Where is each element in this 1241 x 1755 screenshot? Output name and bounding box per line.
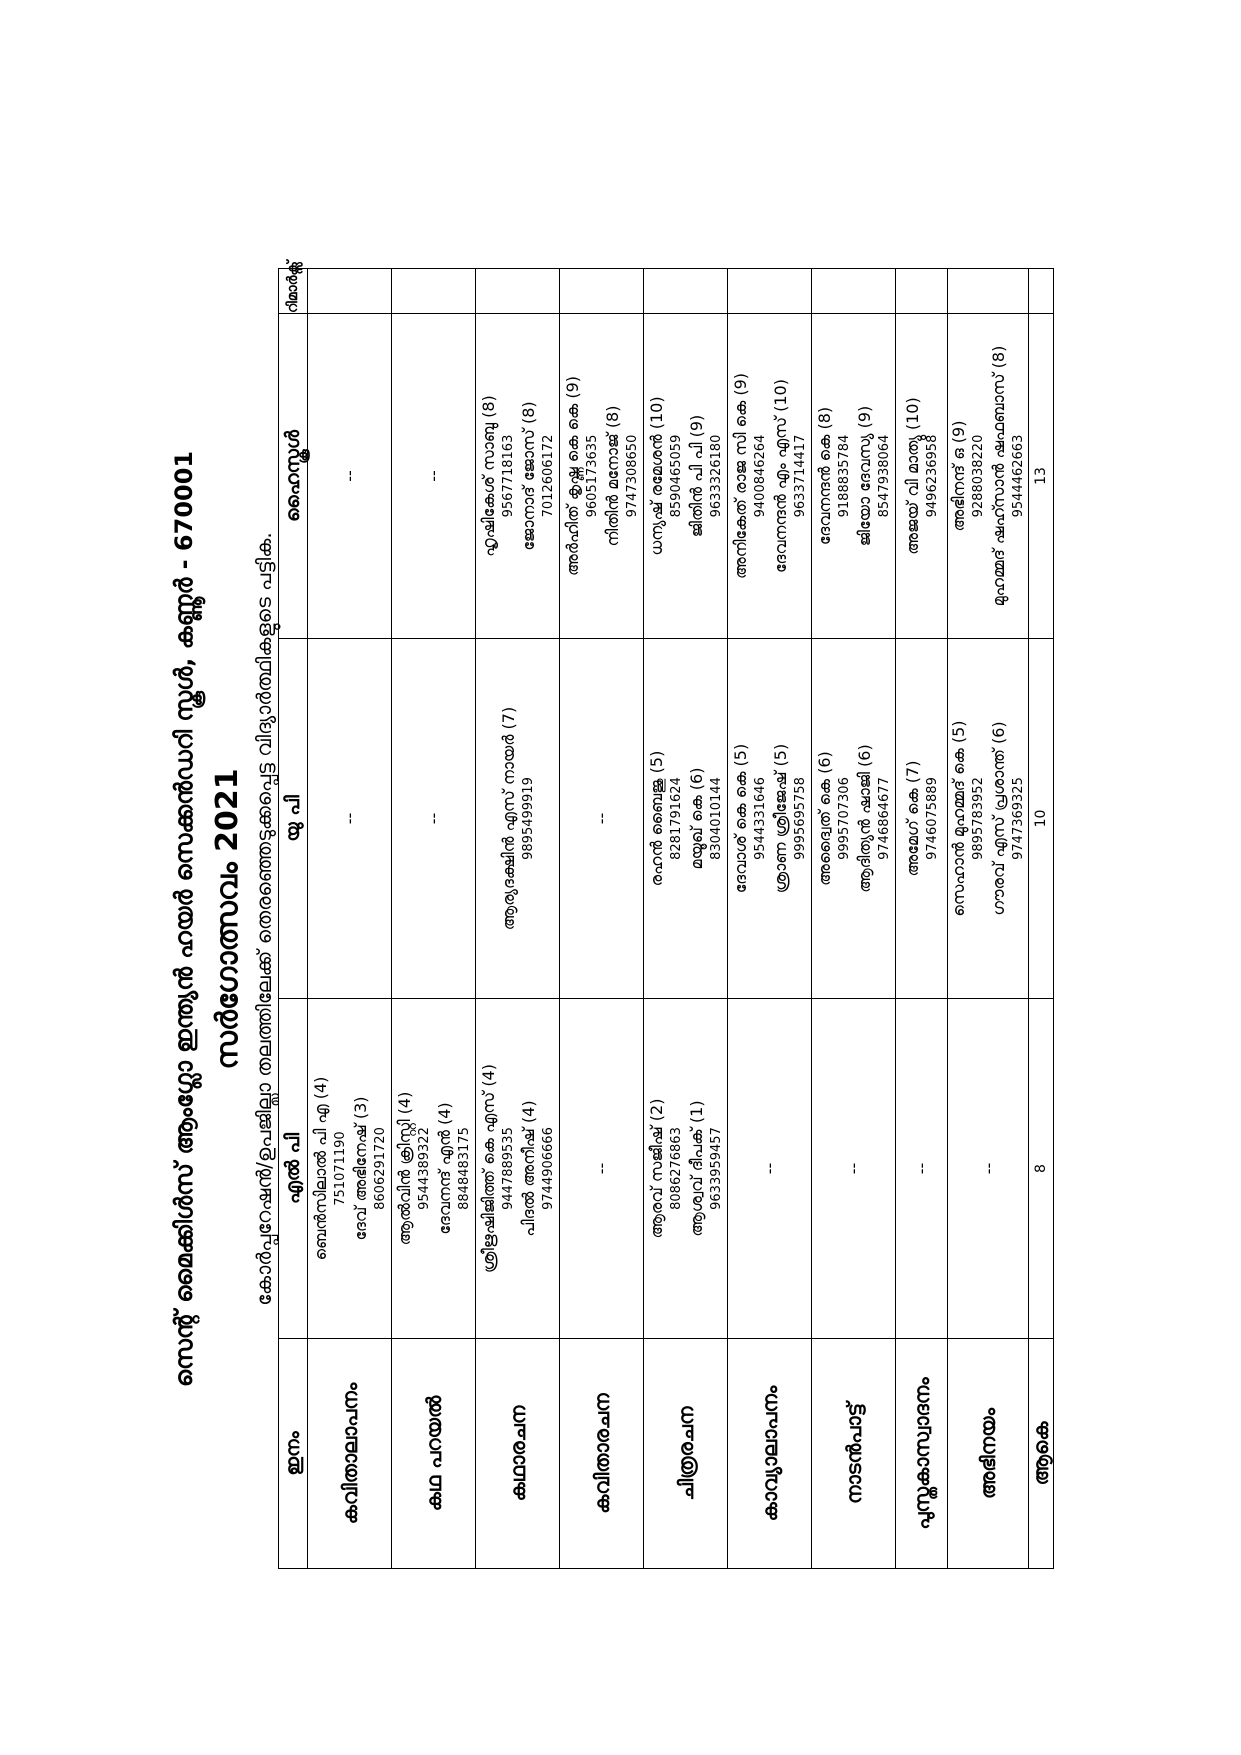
remarks-cell bbox=[728, 269, 812, 314]
student-name: മുഹമ്മദ് ഷഹ്സാൻ ഷഫബാസ് (8) bbox=[989, 345, 1008, 607]
student-phone: 9567718163 bbox=[500, 434, 516, 518]
student-name: ദേവ് അഭിനേഷ് (3) bbox=[350, 1096, 370, 1241]
item-cell: കാവ്യാലാപനം bbox=[728, 1339, 812, 1569]
student-phone: 7012606172 bbox=[540, 434, 556, 518]
student-name: ഗൗരവ് എസ് പ്രശാന്ത് (6) bbox=[989, 721, 1008, 916]
empty-dash: -- bbox=[592, 1162, 611, 1175]
lp-cell bbox=[948, 999, 1029, 1339]
empty-dash: -- bbox=[340, 470, 359, 482]
student-name: അഭിനന്ദ് ഒ (9) bbox=[949, 420, 968, 532]
student-phone: 9447889535 bbox=[500, 1127, 516, 1210]
empty-dash: -- bbox=[424, 470, 443, 482]
item-cell: കഥ പറയൽ bbox=[392, 1339, 476, 1569]
table-row bbox=[896, 269, 948, 1569]
student-phone: 9188835784 bbox=[836, 434, 852, 518]
student-phone: 9544389322 bbox=[416, 1127, 432, 1210]
remarks-cell bbox=[896, 269, 948, 314]
student-name: അർഹിത് കൃഷ്ണ കെ കെ (9) bbox=[562, 375, 582, 577]
student-phone: 9744906666 bbox=[540, 1127, 556, 1210]
empty-dash: -- bbox=[760, 1162, 779, 1175]
student-name: മയൂഖ് കെ (6) bbox=[686, 767, 706, 870]
remarks-cell bbox=[948, 269, 1029, 314]
total-lp: 8 bbox=[1029, 999, 1054, 1339]
table-row bbox=[560, 269, 644, 1569]
student-name: ശ്രീഋഷിജിത്ത് കെ എസ് (4) bbox=[478, 1064, 498, 1273]
event-title: സർഗോത്സവം 2021 bbox=[210, 768, 245, 1070]
student-phone: 9544331646 bbox=[752, 777, 768, 860]
student-phone: 8848483175 bbox=[456, 1127, 472, 1210]
col-header-hs: ഹൈസ്കൂൾ bbox=[279, 314, 308, 639]
student-name: ആദിത്യൻ ഷാജി (6) bbox=[854, 744, 874, 893]
student-phone: 8086276863 bbox=[668, 1127, 684, 1210]
student-phone: 9605173635 bbox=[584, 434, 600, 518]
empty-dash: -- bbox=[424, 812, 443, 825]
student-name: ആൽവിൻ ക്രിസ്റ്റി (4) bbox=[394, 1091, 414, 1246]
student-name: രഹൻ ബൈജു (5) bbox=[646, 750, 666, 887]
lp-cell bbox=[308, 999, 392, 1339]
up-cell bbox=[812, 639, 896, 999]
hs-cell bbox=[476, 314, 560, 639]
lp-cell bbox=[896, 999, 948, 1339]
student-phone: 9746864677 bbox=[876, 777, 892, 860]
item-cell: കവിതാലാപനം bbox=[308, 1339, 392, 1569]
col-header-up: യു പി bbox=[279, 639, 308, 999]
lp-cell bbox=[728, 999, 812, 1339]
table-row bbox=[948, 269, 1029, 1569]
up-cell bbox=[308, 639, 392, 999]
student-name: അനികേത് രാജ സി കെ (9) bbox=[730, 372, 750, 580]
total-hs: 13 bbox=[1029, 314, 1054, 639]
up-cell bbox=[644, 639, 728, 999]
student-phone: 9544462663 bbox=[1011, 434, 1026, 518]
item-cell: കഥാരചന bbox=[476, 1339, 560, 1569]
hs-cell bbox=[728, 314, 812, 639]
up-cell bbox=[728, 639, 812, 999]
student-phone: 8547938064 bbox=[876, 434, 892, 518]
hs-cell bbox=[392, 314, 476, 639]
student-phone: 8606291720 bbox=[372, 1127, 388, 1210]
student-phone: 9747369325 bbox=[1011, 777, 1026, 860]
up-cell bbox=[560, 639, 644, 999]
student-phone: 9895783952 bbox=[971, 777, 986, 860]
student-name: അജയ് വി മാത്യു (10) bbox=[902, 397, 922, 555]
school-title: സെന്റ് മൈക്കിൾസ് ആംഗ്ലോ ഇന്ത്യൻ ഹയർ സെക്കൻഡറി സ്കൂൾ, കണ്ണൂർ - 670001 bbox=[170, 450, 198, 1388]
table-row bbox=[812, 269, 896, 1569]
student-name: ദേവനന്ദൻ എം എസ് (10) bbox=[770, 379, 790, 573]
hs-cell bbox=[644, 314, 728, 639]
lp-cell bbox=[392, 999, 476, 1339]
lp-cell bbox=[812, 999, 896, 1339]
hs-cell bbox=[948, 314, 1029, 639]
student-name: ആര്യദക്ഷിൻ എസ് നായർ (7) bbox=[498, 706, 518, 931]
student-name: ജിതിൻ പി പി (9) bbox=[686, 414, 706, 538]
student-name: നിതിൻ മനോജ് (8) bbox=[602, 405, 622, 547]
student-phone: 9895499919 bbox=[520, 777, 536, 860]
student-name: ആശ്വവ് ദീപക് (1) bbox=[686, 1100, 706, 1237]
up-cell bbox=[476, 639, 560, 999]
student-phone: 8590465059 bbox=[668, 434, 684, 518]
student-phone: 9400846264 bbox=[752, 434, 768, 518]
item-cell: കവിതാരചന bbox=[560, 1339, 644, 1569]
total-remarks bbox=[1029, 269, 1054, 314]
rotated-page bbox=[152, 260, 1112, 1575]
empty-dash: -- bbox=[844, 1162, 863, 1175]
item-cell: പുസ്തകാസ്വാദനം bbox=[896, 1339, 948, 1569]
item-cell: അഭിനയം bbox=[948, 1339, 1029, 1569]
student-name: ആരവ് സജീഷ് (2) bbox=[646, 1098, 666, 1239]
student-phone: 9633959457 bbox=[708, 1127, 724, 1210]
hs-cell bbox=[812, 314, 896, 639]
student-phone: 9995707306 bbox=[836, 777, 852, 860]
item-cell: ചിത്രരചന bbox=[644, 1339, 728, 1569]
student-phone: 9746075889 bbox=[924, 777, 940, 860]
up-cell bbox=[896, 639, 948, 999]
lp-cell bbox=[560, 999, 644, 1339]
total-row bbox=[1029, 269, 1054, 1569]
remarks-cell bbox=[812, 269, 896, 314]
student-phone: 9288038220 bbox=[971, 434, 986, 518]
empty-dash: -- bbox=[592, 812, 611, 825]
student-name: അദ്വൈത് കെ (6) bbox=[814, 751, 834, 886]
remarks-cell bbox=[308, 269, 392, 314]
total-label: ആകെ bbox=[1029, 1339, 1054, 1569]
student-phone: 9995695758 bbox=[792, 777, 808, 860]
table-row bbox=[308, 269, 392, 1569]
remarks-cell bbox=[560, 269, 644, 314]
table-row bbox=[644, 269, 728, 1569]
student-name: ശ്രാണ ശ്രീജേഷ് (5) bbox=[770, 743, 790, 894]
col-header-remarks: റിമാർക്സ് bbox=[279, 269, 308, 314]
student-name: അമേഗ് കെ (7) bbox=[902, 760, 922, 877]
lp-cell bbox=[476, 999, 560, 1339]
total-up: 10 bbox=[1029, 639, 1054, 999]
empty-dash: -- bbox=[340, 812, 359, 825]
table-row bbox=[728, 269, 812, 1569]
student-name: ജോനാദ് ജോസ് (8) bbox=[518, 401, 538, 551]
table-row bbox=[476, 269, 560, 1569]
col-header-item: ഇനം bbox=[279, 1339, 308, 1569]
up-cell bbox=[948, 639, 1029, 999]
empty-dash: -- bbox=[912, 1162, 931, 1175]
up-cell bbox=[392, 639, 476, 999]
lp-cell bbox=[644, 999, 728, 1339]
list-subtitle: കോർപ്പറേഷൻ/ഉപജില്ലാ തലത്തിലേക്ക് തെരഞ്ഞെടുക്കപ്പെട്ട വിദ്യാർത്ഥികളുടെ പട്ടിക. bbox=[252, 532, 276, 1306]
remarks-cell bbox=[644, 269, 728, 314]
table-header-row bbox=[279, 269, 308, 1569]
student-name: ദേവനന്ദൻ കെ (8) bbox=[814, 406, 834, 546]
student-name: ദേവനന്ദ് എൻ (4) bbox=[434, 1102, 454, 1235]
student-name: പിദൽ അനീഷ് (4) bbox=[518, 1100, 538, 1237]
student-name: ബെൻസിലാൽ പി എ (4) bbox=[310, 1076, 330, 1261]
student-name: സെഹാൻ മുഹമ്മദ് കെ (5) bbox=[949, 720, 968, 917]
student-phone: 751071190 bbox=[332, 1131, 348, 1206]
student-phone: 8304010144 bbox=[708, 777, 724, 860]
student-phone: 8281791624 bbox=[668, 777, 684, 860]
student-name: ദേവാശ് കെ കെ (5) bbox=[730, 743, 750, 894]
col-header-lp: എൽ പി bbox=[279, 999, 308, 1339]
hs-cell bbox=[308, 314, 392, 639]
hs-cell bbox=[896, 314, 948, 639]
student-name: ജിയോ ദേവസ്യ (9) bbox=[854, 405, 874, 547]
hs-cell bbox=[560, 314, 644, 639]
student-phone: 9633326180 bbox=[708, 434, 724, 518]
student-phone: 9747308650 bbox=[624, 434, 640, 518]
item-cell: നാടൻപാട്ട് bbox=[812, 1339, 896, 1569]
student-phone: 9496236958 bbox=[924, 434, 940, 518]
student-name: ധന്യഷ് രമേശൻ (10) bbox=[646, 396, 666, 556]
empty-dash: -- bbox=[978, 1162, 998, 1175]
student-phone: 9633714417 bbox=[792, 434, 808, 518]
table-row bbox=[392, 269, 476, 1569]
remarks-cell bbox=[476, 269, 560, 314]
selection-table bbox=[278, 260, 1054, 1569]
remarks-cell bbox=[392, 269, 476, 314]
student-name: ഹൃഷികേശ് സാബു (8) bbox=[478, 395, 498, 557]
